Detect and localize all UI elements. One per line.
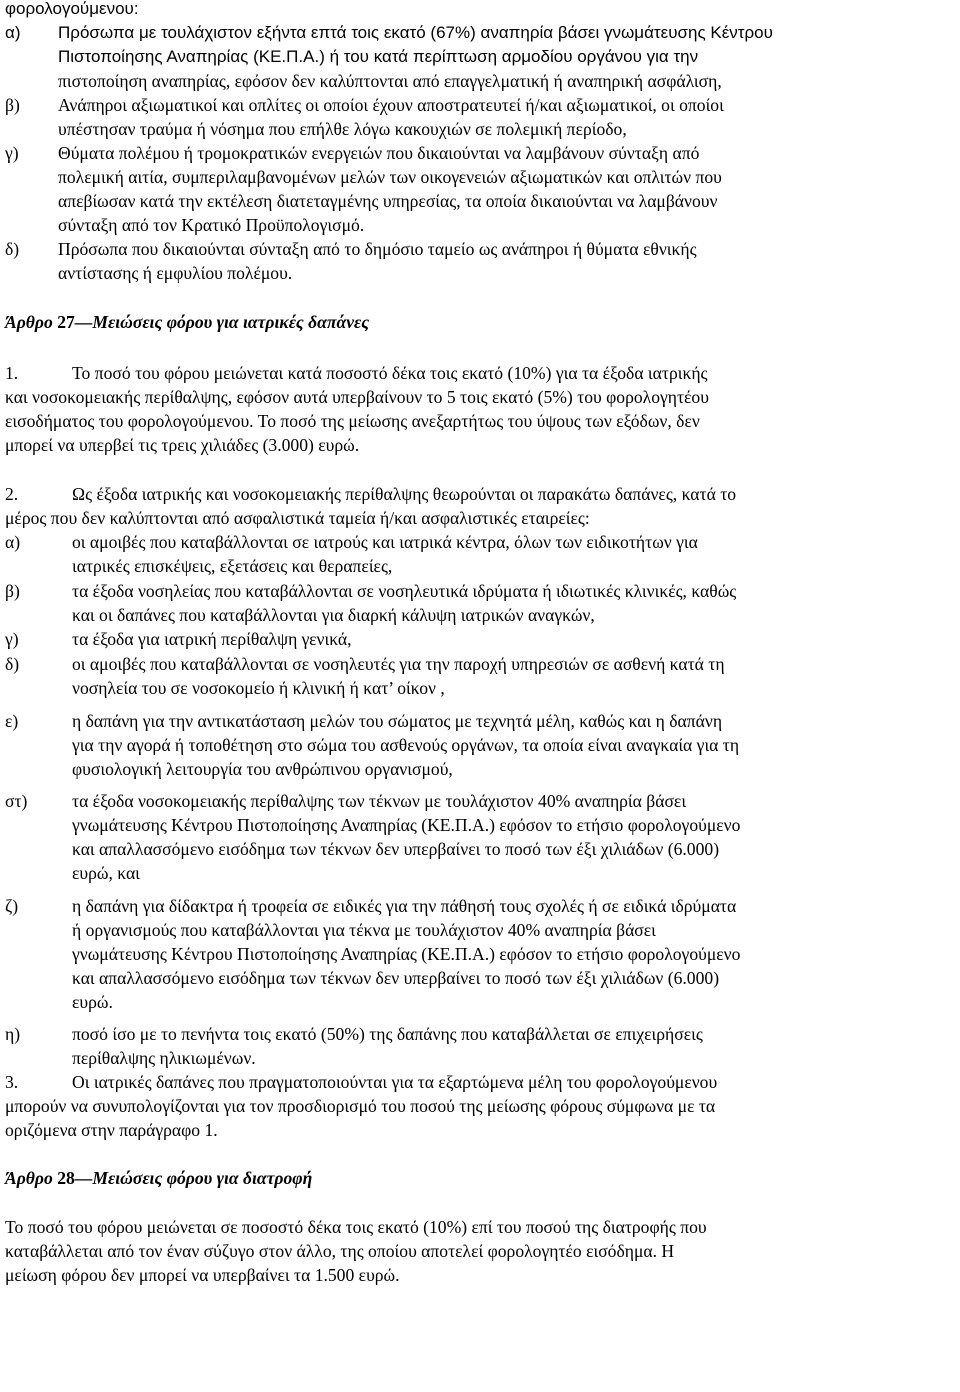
text-line: Πρόσωπα με τουλάχιστον εξήντα επτά τοις εκατό (67%) αναπηρία βάσει γνωμάτευσης Κέντρου	[58, 23, 773, 42]
text-line: Πιστοποίησης Αναπηρίας (ΚΕ.Π.Α.) ή του κατά περίπτωση αρμοδίου οργάνου για την	[58, 47, 699, 66]
list-label: α)	[5, 532, 21, 552]
text-line: και απαλλασσόμενο εισόδημα των τέκνων δεν υπερβαίνει το ποσό των έξι χιλιάδων (6.000)	[72, 839, 720, 859]
text-line: απεβίωσαν κατά την εκτέλεση διατεταγμένης υπηρεσίας, τα οποία δικαιούνται να λαμβάνουν	[58, 191, 718, 211]
text-line: εισοδήματος του φορολογούμενου. Το ποσό της μείωσης ανεξαρτήτως του ύψους των εξόδων, δεν	[5, 411, 700, 431]
paragraph-number: 3.	[5, 1072, 19, 1092]
text-line: περίθαλψης ηλικιωμένων.	[72, 1048, 256, 1068]
text-line: ιατρικές επισκέψεις, εξετάσεις και θεραπείες,	[72, 556, 393, 576]
text-line: φυσιολογική λειτουργία του ανθρώπινου οργανισμού,	[72, 759, 453, 779]
text-line: αντίστασης ή εμφυλίου πολέμου.	[58, 263, 293, 283]
text-line: ή οργανισμούς που καταβάλλονται για τέκνα με τουλάχιστον 40% αναπηρία βάσει	[72, 920, 656, 940]
text-line: μείωση φόρου δεν μπορεί να υπερβαίνει τα 1.500 ευρώ.	[5, 1265, 400, 1285]
article-title-separator: —	[74, 312, 93, 332]
text-line: η δαπάνη για δίδακτρα ή τροφεία σε ειδικές για την πάθησή τους σχολές ή σε ειδικά ιδρύματα	[72, 896, 737, 916]
text-line: υπέστησαν τραύμα ή νόσημα που επήλθε λόγω κακουχιών σε πολεμική περίοδο,	[58, 119, 627, 139]
text-line: και νοσοκομειακής περίθαλψης, εφόσον αυτά υπερβαίνουν το 5 τοις εκατό (5%) του φορολογητέου	[5, 387, 709, 407]
article-title: Μειώσεις φόρου για διατροφή	[92, 1168, 313, 1188]
text-line: μπορεί να υπερβεί τις τρεις χιλιάδες (3.000) ευρώ.	[5, 435, 360, 455]
article-number: 28	[57, 1168, 75, 1188]
list-label: γ)	[5, 629, 19, 649]
text-line: μέρος που δεν καλύπτονται από ασφαλιστικά ταμεία ή/και ασφαλιστικές εταιρείες:	[5, 508, 590, 528]
list-label: στ)	[5, 791, 28, 811]
text-line: Θύματα πολέμου ή τρομοκρατικών ενεργειών που δικαιούνται να λαμβάνουν σύνταξη από	[58, 143, 700, 163]
text-line: ευρώ, και	[72, 863, 140, 883]
list-label: β)	[5, 581, 20, 601]
list-label: δ)	[5, 654, 20, 674]
text-line: Ως έξοδα ιατρικής και νοσοκομειακής περίθαλψης θεωρούνται οι παρακάτω δαπάνες, κατά το	[72, 484, 737, 504]
text-line: μπορούν να συνυπολογίζονται για τον προσδιορισμό του ποσού της μείωσης φόρους σύμφωνα με τα	[5, 1096, 716, 1116]
list-label: α)	[5, 23, 21, 42]
list-label: β)	[5, 95, 20, 115]
text-line: νοσηλεία του σε νοσοκομείο ή κλινική ή κατ’ οίκον ,	[72, 678, 445, 698]
text-line: ευρώ.	[72, 992, 113, 1012]
text-line: γνωμάτευσης Κέντρου Πιστοποίησης Αναπηρίας (ΚΕ.Π.Α.) εφόσον το ετήσιο φορολογούμενο	[72, 815, 741, 835]
text-line: Το ποσό του φόρου μειώνεται σε ποσοστό δέκα τοις εκατό (10%) επί του ποσού της διατροφής που	[5, 1217, 707, 1237]
article-title-separator: —	[74, 1168, 93, 1188]
text-line: γνωμάτευσης Κέντρου Πιστοποίησης Αναπηρίας (ΚΕ.Π.Α.) εφόσον το ετήσιο φορολογούμενο	[72, 944, 741, 964]
text-line: και οι δαπάνες που καταβάλλονται για διαρκή κάλυψη ιατρικών αναγκών,	[72, 605, 595, 625]
text-line: για την αγορά ή τοποθέτηση στο σώμα του ασθενούς οργάνων, τα οποία είναι αναγκαία για τη	[72, 735, 740, 755]
list-label: γ)	[5, 143, 19, 163]
text-line: φορολογούμενου:	[5, 0, 139, 18]
list-label: ε)	[5, 711, 19, 731]
text-line: Το ποσό του φόρου μειώνεται κατά ποσοστό δέκα τοις εκατό (10%) για τα έξοδα ιατρικής	[72, 363, 708, 383]
list-label: ζ)	[5, 896, 19, 916]
text-line: τα έξοδα νοσηλείας που καταβάλλονται σε νοσηλευτικά ιδρύματα ή ιδιωτικές κλινικές, καθώς	[72, 581, 737, 601]
article-heading	[5, 1167, 312, 1189]
paragraph-number: 2.	[5, 484, 19, 504]
article-prefix: Άρθρο	[5, 312, 58, 332]
text-line: η δαπάνη για την αντικατάσταση μελών του σώματος με τεχνητά μέλη, καθώς και η δαπάνη	[72, 711, 723, 731]
text-line: τα έξοδα για ιατρική περίθαλψη γενικά,	[72, 629, 352, 649]
text-line: πιστοποίηση αναπηρίας, εφόσον δεν καλύπτονται από επαγγελματική ή αναπηρική ασφάλιση,	[58, 71, 722, 91]
text-line: σύνταξη από τον Κρατικό Προϋπολογισμό.	[58, 215, 365, 235]
text-line: Πρόσωπα που δικαιούνται σύνταξη από το δημόσιο ταμείο ως ανάπηροι ή θύματα εθνικής	[58, 239, 697, 259]
list-label: δ)	[5, 239, 20, 259]
article-heading	[5, 311, 369, 333]
text-line: και απαλλασσόμενο εισόδημα των τέκνων δεν υπερβαίνει το ποσό των έξι χιλιάδων (6.000)	[72, 968, 720, 988]
text-line: καταβάλλεται από τον έναν σύζυγο στον άλλο, της οποίου αποτελεί φορολογητέο εισόδημα. Η	[5, 1241, 675, 1261]
text-line: πολεμική αιτία, συμπεριλαμβανομένων μελών των οικογενειών αξιωματικών και οπλιτών που	[58, 167, 722, 187]
text-line: Ανάπηροι αξιωματικοί και οπλίτες οι οποίοι έχουν αποστρατευτεί ή/και αξιωματικοί, οι οποίοι	[58, 95, 724, 115]
text-line: ποσό ίσο με το πενήντα τοις εκατό (50%) της δαπάνης που καταβάλλεται σε επιχειρήσεις	[72, 1024, 703, 1044]
article-title: Μειώσεις φόρου για ιατρικές δαπάνες	[92, 312, 370, 332]
article-prefix: Άρθρο	[5, 1168, 58, 1188]
text-line: οι αμοιβές που καταβάλλονται σε νοσηλευτές για την παροχή υπηρεσιών σε ασθενή κατά τη	[72, 654, 725, 674]
list-label: η)	[5, 1024, 21, 1044]
text-line: τα έξοδα νοσοκομειακής περίθαλψης των τέκνων με τουλάχιστον 40% αναπηρία βάσει	[72, 791, 687, 811]
text-line: οι αμοιβές που καταβάλλονται σε ιατρούς και ιατρικά κέντρα, όλων των ειδικοτήτων για	[72, 532, 698, 552]
text-line: οριζόμενα στην παράγραφο 1.	[5, 1120, 218, 1140]
text-line: Οι ιατρικές δαπάνες που πραγματοποιούνται για τα εξαρτώμενα μέλη του φορολογούμενου	[72, 1072, 718, 1092]
paragraph-number: 1.	[5, 363, 19, 383]
article-number: 27	[57, 312, 75, 332]
